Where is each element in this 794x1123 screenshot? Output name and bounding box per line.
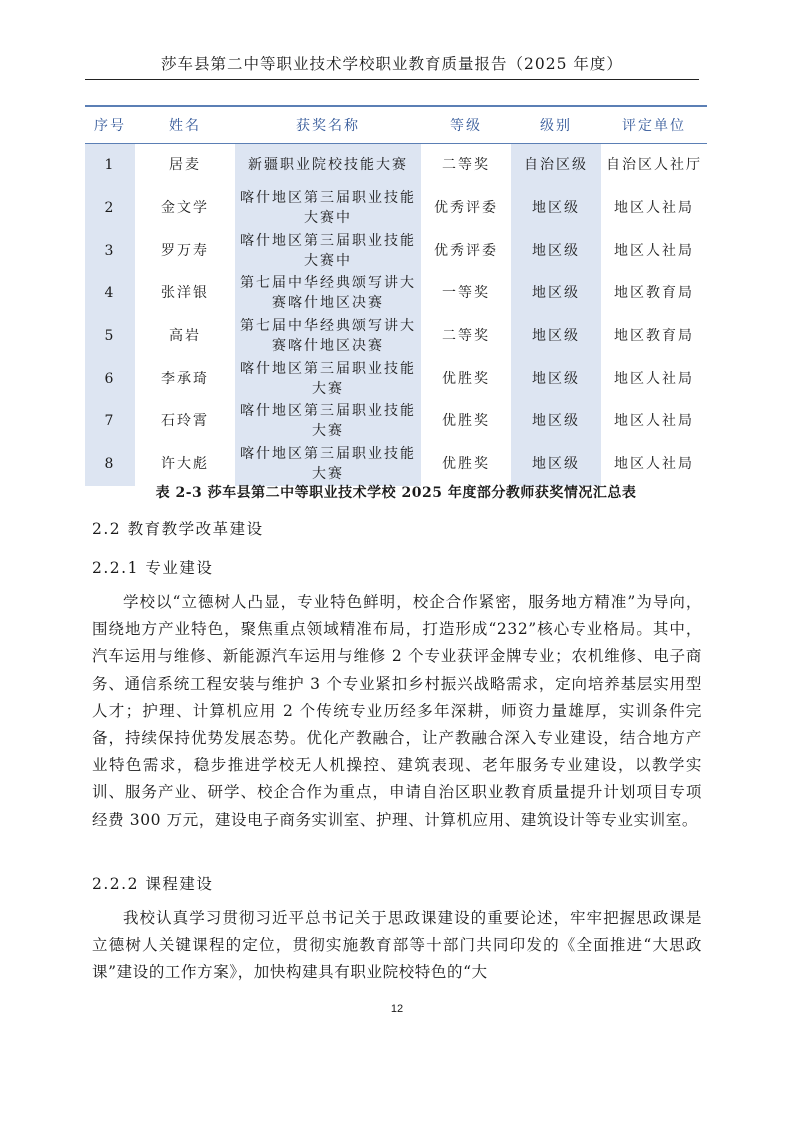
cell-index: 4 [85, 272, 135, 315]
cell-award: 新疆职业院校技能大赛 [235, 144, 421, 187]
cell-level: 地区级 [511, 315, 601, 358]
cell-award: 喀什地区第三届职业技能大赛 [235, 443, 421, 486]
cell-award: 喀什地区第三届职业技能大赛中 [235, 187, 421, 230]
cell-name: 石玲霄 [161, 413, 209, 430]
cell-issuer: 地区人社局 [614, 200, 694, 217]
cell-issuer: 地区人社局 [614, 413, 694, 430]
table-row [85, 187, 707, 230]
cell-index: 1 [85, 144, 135, 187]
teacher-awards-table [85, 105, 707, 486]
cell-level: 地区级 [511, 187, 601, 230]
table-header-row [85, 106, 707, 144]
cell-grade: 一等奖 [442, 285, 490, 302]
cell-issuer: 地区教育局 [614, 285, 694, 302]
table-row [85, 229, 707, 272]
table-row [85, 443, 707, 486]
cell-grade: 优胜奖 [442, 370, 490, 387]
cell-index: 5 [85, 315, 135, 358]
cell-index: 3 [85, 229, 135, 272]
section-heading: 2.2 教育教学改革建设 [92, 520, 264, 538]
cell-level: 地区级 [511, 357, 601, 400]
cell-level: 地区级 [511, 229, 601, 272]
cell-name: 金文学 [161, 200, 209, 217]
cell-award: 喀什地区第三届职业技能大赛 [235, 400, 421, 443]
cell-level: 地区级 [511, 400, 601, 443]
table-row [85, 400, 707, 443]
table-row [85, 315, 707, 358]
cell-grade: 优胜奖 [442, 456, 490, 473]
column-header-award: 获奖名称 [235, 106, 421, 144]
subsection-heading-major: 2.2.1 专业建设 [92, 559, 214, 577]
column-header-issuer: 评定单位 [601, 106, 707, 144]
cell-issuer: 地区人社局 [614, 370, 694, 387]
cell-award: 第七届中华经典颂写讲大赛喀什地区决赛 [235, 272, 421, 315]
cell-index: 7 [85, 400, 135, 443]
cell-index: 6 [85, 357, 135, 400]
cell-grade: 二等奖 [442, 328, 490, 345]
column-header-name: 姓名 [135, 106, 235, 144]
table-row [85, 144, 707, 187]
cell-award: 喀什地区第三届职业技能大赛 [235, 357, 421, 400]
paragraph-text: 我校认真学习贯彻习近平总书记关于思政课建设的重要论述，牢牢把握思政课是立德树人关键课程的定位，贯彻实施教育部等十部门共同印发的《全面推进“大思政课”建设的工作方案》，加快构建具有职业院校特色的“大 [92, 909, 702, 982]
cell-issuer: 地区教育局 [614, 328, 694, 345]
cell-name: 李承琦 [161, 370, 209, 387]
cell-name: 张洋银 [161, 285, 209, 302]
column-header-level: 级别 [511, 106, 601, 144]
cell-issuer: 自治区人社厅 [606, 157, 702, 174]
cell-award: 喀什地区第三届职业技能大赛中 [235, 229, 421, 272]
table-caption: 表 2-3 莎车县第二中等职业技术学校 2025 年度部分教师获奖情况汇总表 [155, 485, 637, 501]
cell-index: 2 [85, 187, 135, 230]
cell-name: 高岩 [169, 328, 201, 345]
cell-grade: 优秀评委 [434, 242, 498, 259]
cell-level: 自治区级 [511, 144, 601, 187]
cell-index: 8 [85, 443, 135, 486]
page-number: 12 [390, 1003, 404, 1015]
subsection-heading-curriculum: 2.2.2 课程建设 [92, 875, 214, 893]
cell-issuer: 地区人社局 [614, 242, 694, 259]
column-header-grade: 等级 [421, 106, 511, 144]
cell-issuer: 地区人社局 [614, 456, 694, 473]
cell-grade: 优胜奖 [442, 413, 490, 430]
major-building-paragraph [92, 589, 702, 834]
table-row [85, 272, 707, 315]
cell-award: 第七届中华经典颂写讲大赛喀什地区决赛 [235, 315, 421, 358]
cell-name: 罗万寿 [161, 242, 209, 259]
page-header: 莎车县第二中等职业技术学校职业教育质量报告（2025 年度） [161, 55, 623, 73]
cell-level: 地区级 [511, 272, 601, 315]
cell-name: 许大彪 [161, 456, 209, 473]
table-row [85, 357, 707, 400]
cell-name: 居麦 [169, 157, 201, 174]
cell-grade: 优秀评委 [434, 200, 498, 217]
cell-level: 地区级 [511, 443, 601, 486]
column-header-index: 序号 [85, 106, 135, 144]
paragraph-text: 学校以“立德树人凸显，专业特色鲜明，校企合作紧密，服务地方精准”为导向，围绕地方产业特色，聚焦重点领域精准布局，打造形成“232”核心专业格局。其中，汽车运用与维修、新能源汽车运用与维修 2 个专业获评金牌专业；农机维修、电子商务、通信系统工程安装与维护 3 个专业紧扣乡村振兴战略需求，定向培养基层实用型人才；护理、计算机应用 2 个传统专业历经多年深耕，师资力量雄厚，实训条件完备，持续保持优势发展态势。优化产教融合，让产教融合深入专业建设，结合地方产业特色需求，稳步推进学校无人机操控、建筑表现、老年服务专业建设，以教学实训、服务产业、研学、校企合作为重点，申请自治区职业教育质量提升计划项目专项经费 300 万元，建设电子商务实训室、护理、计算机应用、建筑设计等专业实训室。 [92, 593, 702, 829]
cell-grade: 二等奖 [442, 157, 490, 174]
header-divider [85, 79, 699, 80]
curriculum-paragraph [92, 905, 702, 987]
